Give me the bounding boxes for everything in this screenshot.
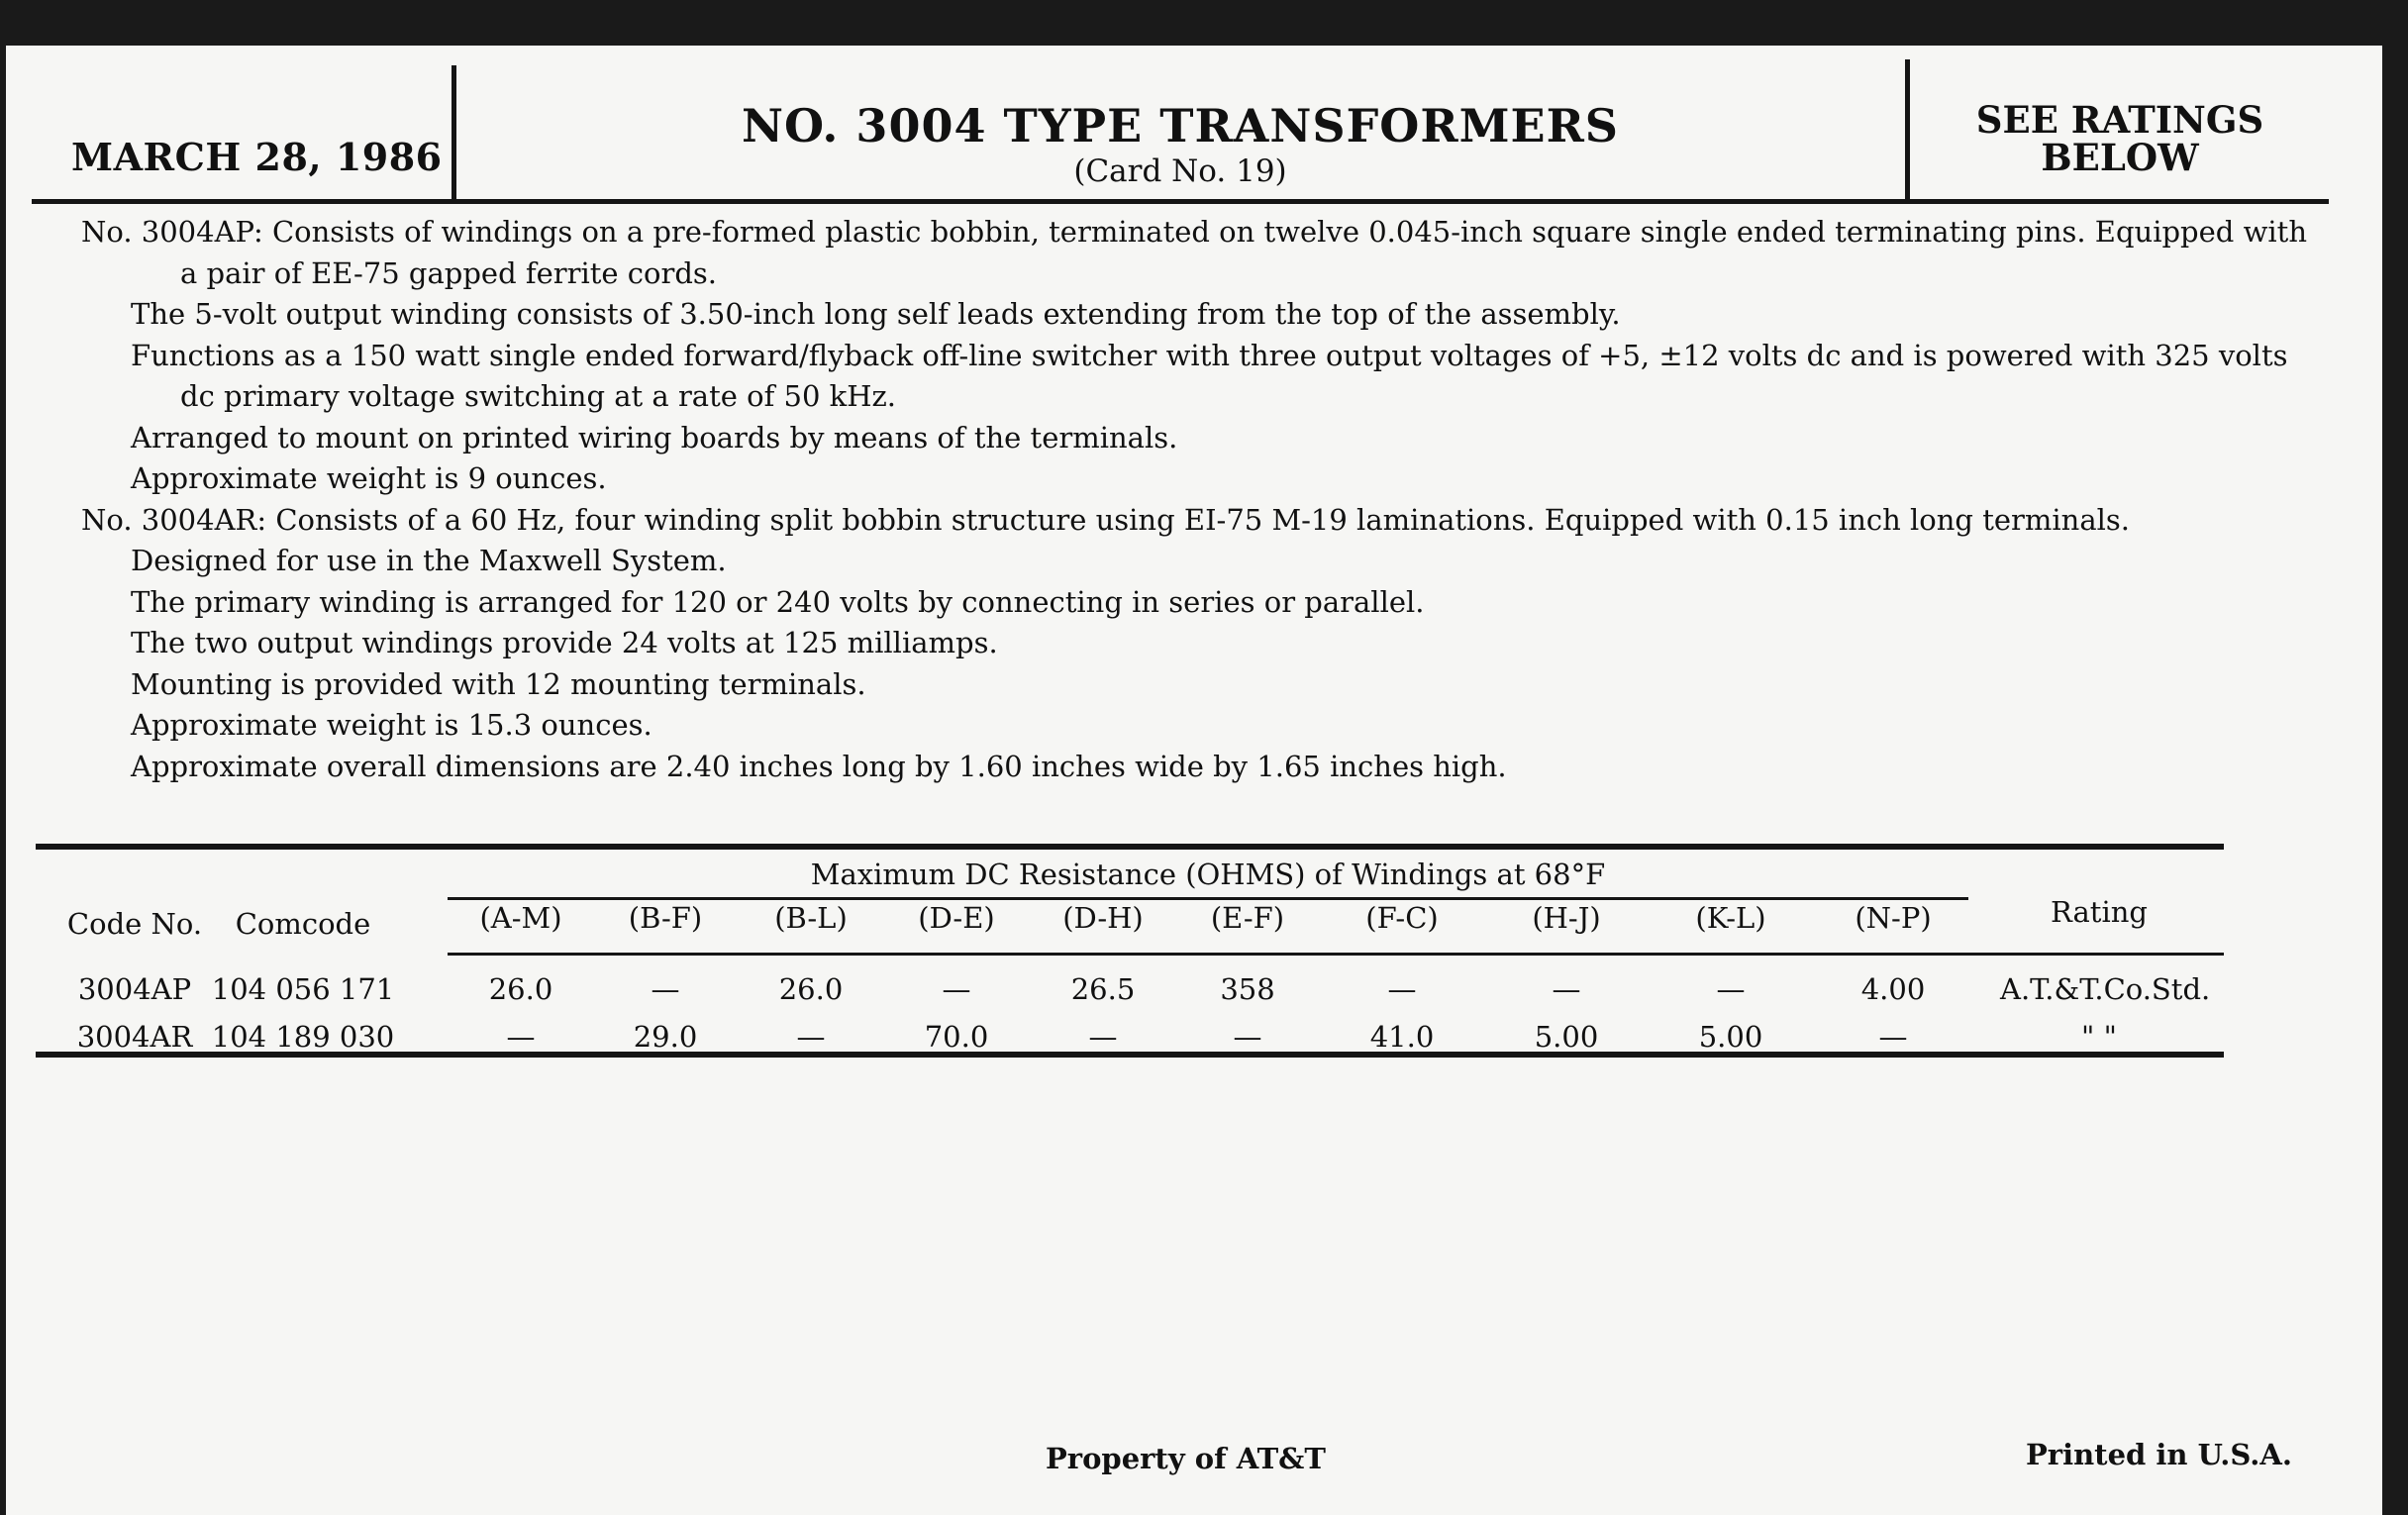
- table-cell: 3004AP: [77, 972, 192, 1006]
- ar-description-line: Designed for use in the Maxwell System.: [131, 544, 727, 577]
- table-header-cell: (N-P): [1855, 901, 1932, 935]
- ar-description-line: Approximate overall dimensions are 2.40 inches long by 1.60 inches wide by 1.65 inches high.: [131, 749, 1507, 783]
- table-header-cell: Rating: [2051, 895, 2148, 929]
- card-title: NO. 3004 TYPE TRANSFORMERS: [741, 99, 1620, 152]
- ap-description-line: Approximate weight is 9 ounces.: [131, 461, 607, 495]
- table-cell: —: [1878, 1020, 1908, 1054]
- table-cell: —: [1552, 972, 1581, 1006]
- ap-description-line: Functions as a 150 watt single ended forward/flyback off-line switcher with three output voltages of +5, ±12 volts dc and is powered with 325 volts dc primary voltage switching at a rate of 50 kHz.: [131, 338, 2288, 413]
- table-rule: [448, 953, 2224, 956]
- ap-description-line: The 5-volt output winding consists of 3.50-inch long self leads extending from the top of the assembly.: [131, 297, 1621, 331]
- table-header-cell: (A-M): [479, 901, 562, 935]
- table-cell: —: [1233, 1020, 1262, 1054]
- resistance-table: [36, 844, 2224, 1081]
- table-cell: 104 189 030: [211, 1020, 395, 1054]
- table-rule: [448, 897, 1968, 900]
- table-cell: 41.0: [1369, 1020, 1435, 1054]
- transformer-card: [6, 46, 2382, 1515]
- table-cell: —: [506, 1020, 536, 1054]
- description: [81, 212, 2309, 787]
- footer-property: Property of AT&T: [1046, 1442, 1326, 1475]
- footer-printed: Printed in U.S.A.: [2026, 1438, 2292, 1471]
- table-header-cell: (E-F): [1210, 901, 1285, 935]
- table-header-cell: (B-L): [774, 901, 848, 935]
- table-cell: " ": [2081, 1020, 2117, 1054]
- table-cell: 104 056 171: [211, 972, 395, 1006]
- rating-note: [1911, 98, 2329, 179]
- ap-description-line: Arranged to mount on printed wiring boards by means of the terminals.: [131, 420, 1178, 454]
- table-cell: —: [651, 972, 680, 1006]
- card-title-block: [457, 99, 1903, 190]
- table-cell: 3004AR: [76, 1020, 193, 1054]
- table-header-cell: Comcode: [235, 907, 371, 941]
- table-header-cell: (D-E): [918, 901, 995, 935]
- ar-description-line: The primary winding is arranged for 120 or 240 volts by connecting in series or parallel.: [131, 584, 1425, 619]
- table-cell: 5.00: [1534, 1020, 1599, 1054]
- table-header-cell: (K-L): [1695, 901, 1766, 935]
- ar-description-line: Approximate weight is 15.3 ounces.: [131, 708, 652, 742]
- table-header-cell: (H-J): [1532, 901, 1601, 935]
- table-cell: 26.5: [1070, 972, 1136, 1006]
- table-header-cell: (B-F): [628, 901, 703, 935]
- card-header: [32, 55, 2329, 204]
- ar-description-lead: No. 3004AR: Consists of a 60 Hz, four winding split bobbin structure using EI-75 M-19 laminations. Equipped with 0.15 inch long terminals.: [81, 502, 2131, 537]
- rating-note-line: BELOW: [2041, 136, 2199, 179]
- table-header-cell: Code No.: [66, 907, 203, 941]
- table-cell: 26.0: [488, 972, 553, 1006]
- table-cell: —: [1716, 972, 1746, 1006]
- rating-note-line: SEE RATINGS: [1975, 98, 2264, 142]
- ap-description-lead: No. 3004AP: Consists of windings on a pre-formed plastic bobbin, terminated on twelve 0.045-inch square single ended terminating pins. Equipped with a pair of EE-75 gapped ferrite cords.: [81, 215, 2307, 290]
- table-cell: 4.00: [1860, 972, 1926, 1006]
- header-divider: [1905, 59, 1910, 204]
- table-span-header: Maximum DC Resistance (OHMS) of Windings at 68°F: [810, 858, 1606, 891]
- table-cell: —: [942, 972, 971, 1006]
- ar-description-line: Mounting is provided with 12 mounting terminals.: [131, 666, 866, 701]
- table-cell: —: [796, 1020, 826, 1054]
- table-cell: —: [1387, 972, 1417, 1006]
- ar-description-line: The two output windings provide 24 volts at 125 milliamps.: [131, 626, 998, 659]
- table-cell: A.T.&T.Co.Std.: [2000, 972, 2211, 1006]
- table-cell: 358: [1220, 972, 1275, 1006]
- table-cell: —: [1088, 1020, 1118, 1054]
- table-header-cell: (D-H): [1062, 901, 1144, 935]
- table-cell: 5.00: [1698, 1020, 1763, 1054]
- header-divider: [452, 65, 456, 204]
- table-rule: [36, 844, 2224, 850]
- table-header-cell: (F-C): [1365, 901, 1439, 935]
- table-cell: 26.0: [778, 972, 844, 1006]
- card-date: MARCH 28, 1986: [71, 135, 443, 179]
- table-cell: 29.0: [633, 1020, 698, 1054]
- card-number: (Card No. 19): [1073, 153, 1287, 189]
- table-cell: 70.0: [924, 1020, 989, 1054]
